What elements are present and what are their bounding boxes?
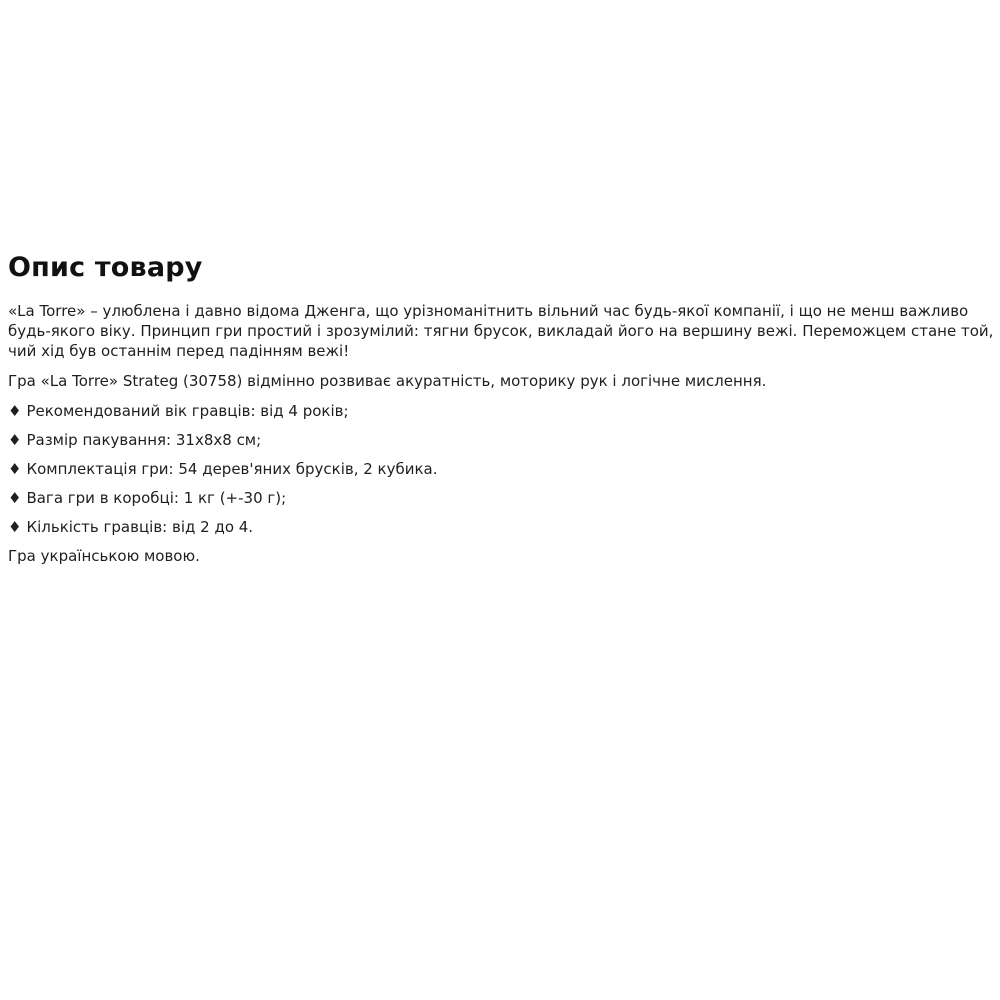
list-item bbox=[8, 401, 998, 421]
specs-list bbox=[8, 401, 998, 537]
list-item-text: Кількість гравців: від 2 до 4. bbox=[26, 518, 254, 536]
list-item-text: Комплектація гри: 54 дерев'яних брусків, 2 кубика. bbox=[26, 460, 438, 478]
list-item-text: Размір пакування: 31x8x8 см; bbox=[26, 431, 262, 449]
language-note: Гра українською мовою. bbox=[8, 547, 200, 565]
diamond-bullet-icon: ♦ bbox=[8, 460, 22, 478]
intro-paragraph: «La Torre» – улюблена і давно відома Дженга, що урізноманітнить вільний час будь-якої компанії, і що не менш важливо будь-якого віку. Принцип гри простий і зрозумілий: тягни брусок, викладай його на вершину вежі. Переможцем стане той, чий хід був останнім перед падінням вежі! bbox=[8, 302, 994, 360]
product-description bbox=[8, 252, 998, 566]
summary-paragraph: Гра «La Torre» Strateg (30758) відмінно розвиває акуратність, моторику рук і логічне мислення. bbox=[8, 372, 767, 390]
page-title: Опис товару bbox=[8, 252, 203, 283]
diamond-bullet-icon: ♦ bbox=[8, 402, 22, 420]
list-item bbox=[8, 430, 998, 450]
list-item-text: Вага гри в коробці: 1 кг (+-30 г); bbox=[26, 489, 287, 507]
diamond-bullet-icon: ♦ bbox=[8, 518, 22, 536]
list-item bbox=[8, 488, 998, 508]
list-item bbox=[8, 459, 998, 479]
list-item-text: Рекомендований вік гравців: від 4 років; bbox=[26, 402, 349, 420]
diamond-bullet-icon: ♦ bbox=[8, 489, 22, 507]
diamond-bullet-icon: ♦ bbox=[8, 431, 22, 449]
list-item bbox=[8, 517, 998, 537]
